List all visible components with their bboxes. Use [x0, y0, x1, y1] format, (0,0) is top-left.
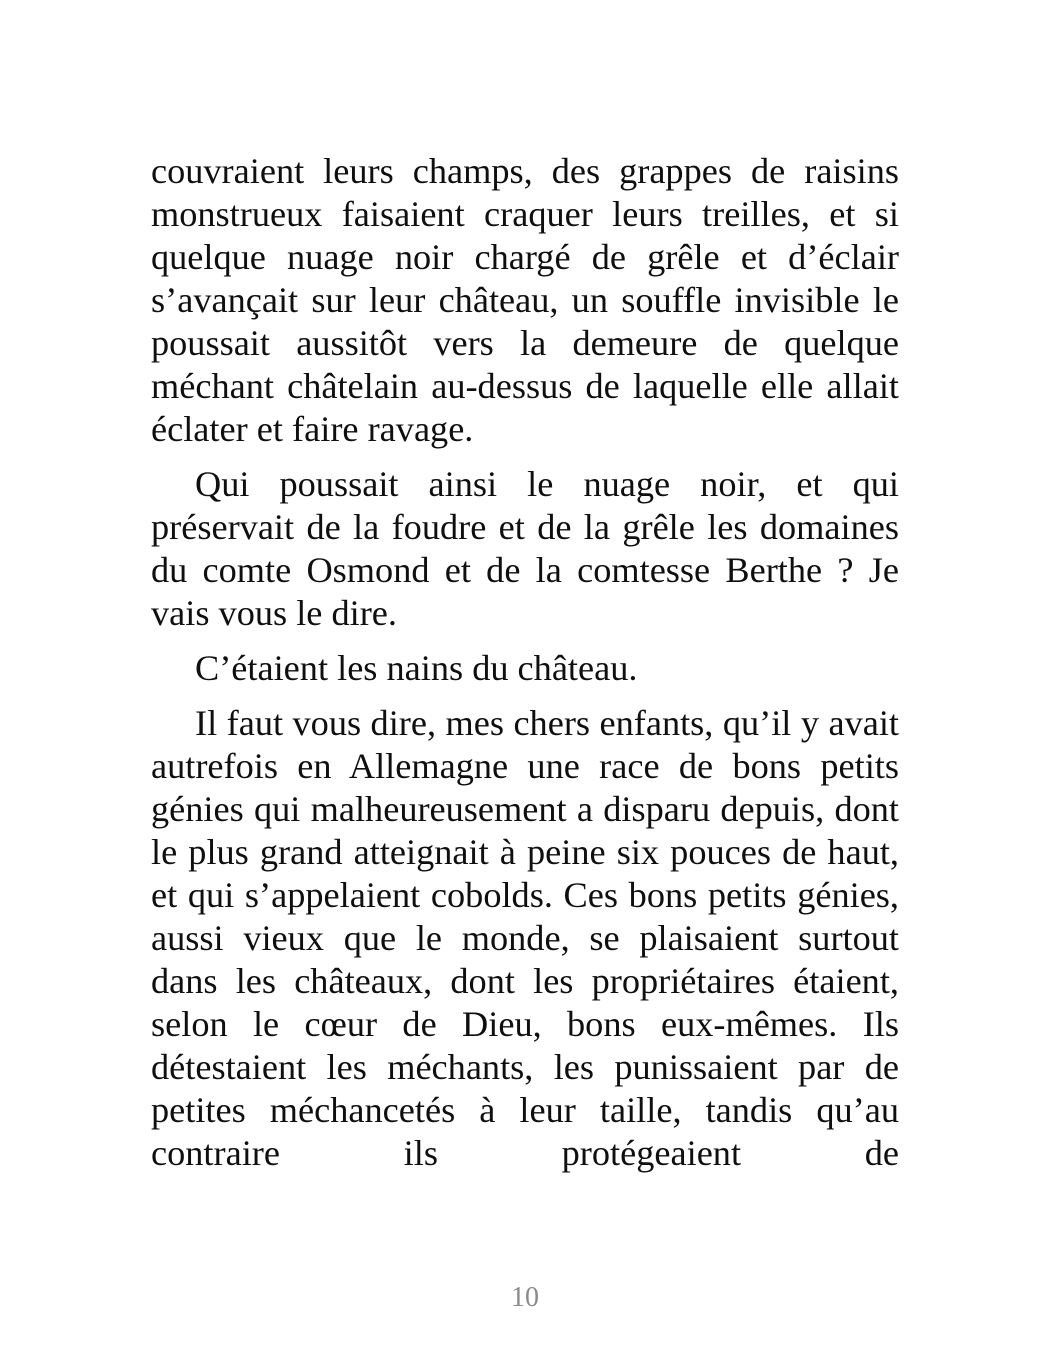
- body-text: [151, 150, 899, 1175]
- paragraph-2: Qui poussait ainsi le nuage noir, et qui préservait de la foudre et de la grêle les domaines du comte Osmond et de la comtesse Berthe ? Je vais vous le dire.: [151, 464, 899, 633]
- paragraph-4: Il faut vous dire, mes chers enfants, qu’il y avait autrefois en Allemagne une race de bons petits génies qui malheureusement a disparu depuis, dont le plus grand atteignait à peine six pouces de haut, et qui s’appelaient cobolds. Ces bons petits génies, aussi vieux que le monde, se plaisaient surtout dans les châteaux, dont les propriétaires étaient, selon le cœur de Dieu, bons eux-mêmes. Ils détestaient les méchants, les punissaient par de petites méchancetés à leur taille, tandis qu’au contraire ils protégeaient de: [151, 703, 899, 1173]
- page-number: 10: [511, 1282, 539, 1313]
- paragraph-1: couvraient leurs champs, des grappes de raisins monstrueux faisaient craquer leurs treilles, et si quelque nuage noir chargé de grêle et d’éclair s’avançait sur leur château, un souffle invisible le poussait aussitôt vers la demeure de quelque méchant châtelain au-dessus de laquelle elle allait éclater et faire ravage.: [151, 151, 899, 449]
- paragraph-3: C’étaient les nains du château.: [195, 648, 638, 688]
